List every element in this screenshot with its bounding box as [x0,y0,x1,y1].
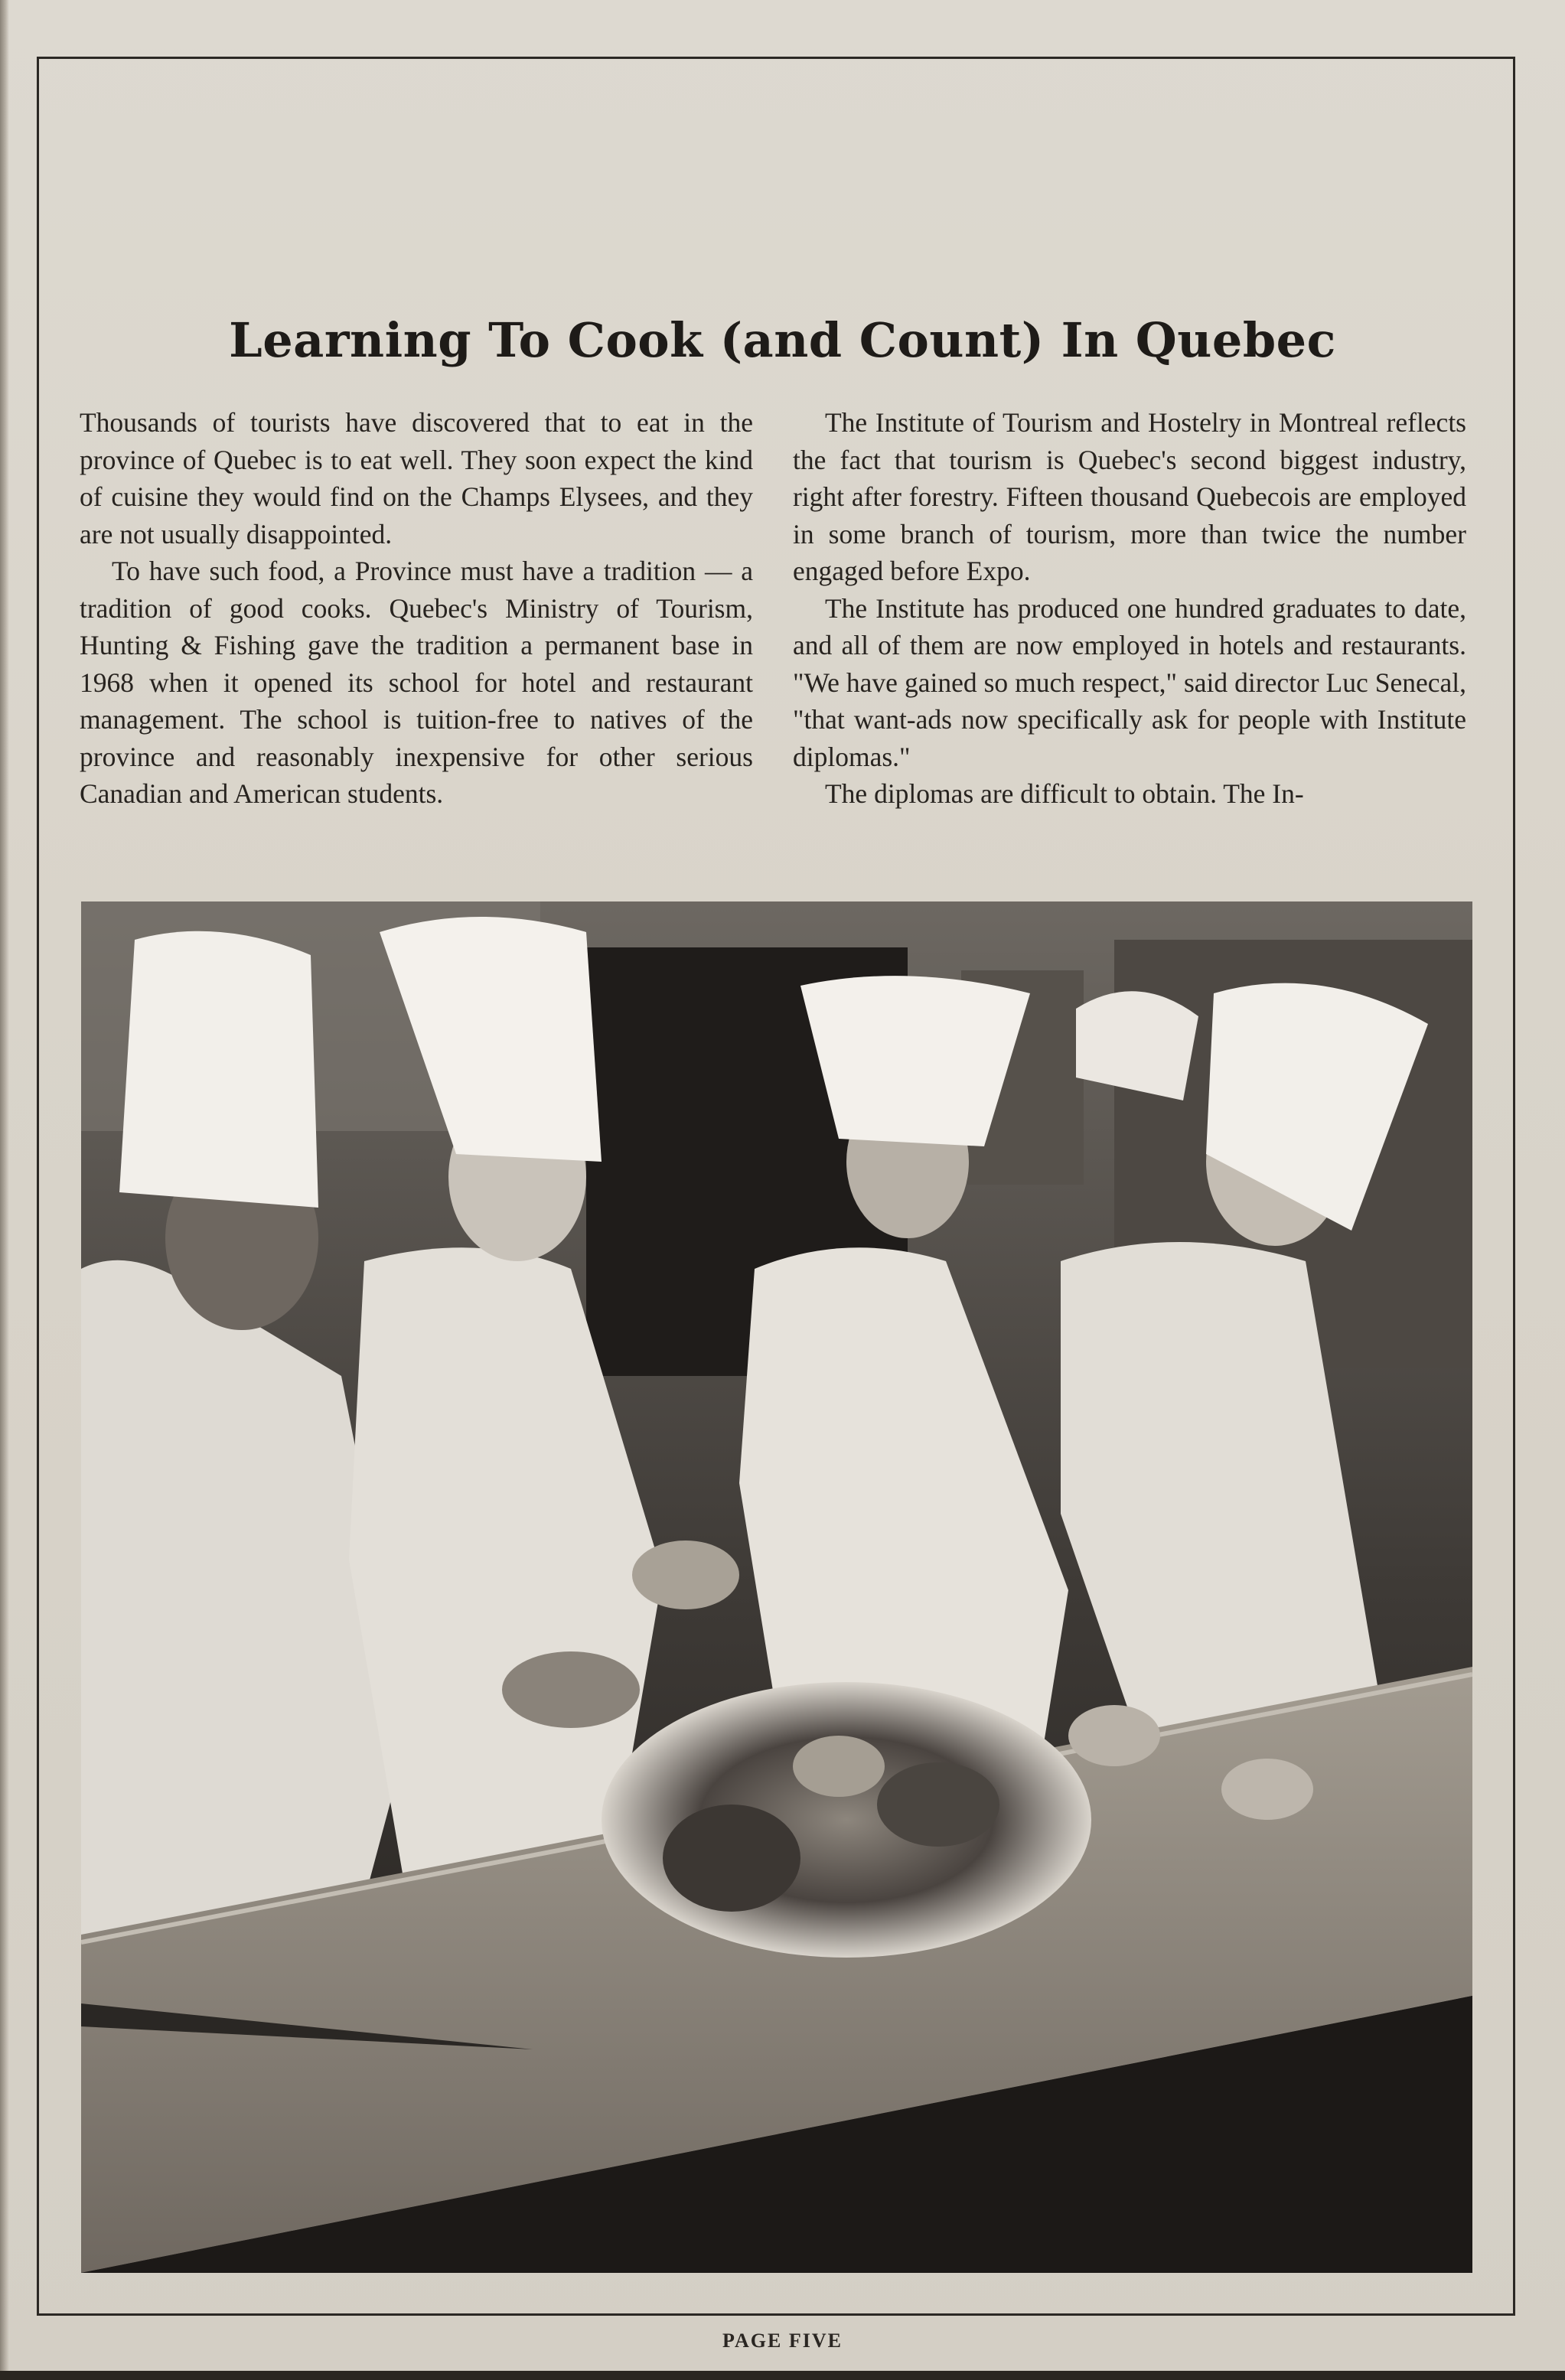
chefs-photo [81,901,1472,2273]
chefs-photo-illustration [81,901,1472,2273]
page-number: PAGE FIVE [722,2329,843,2352]
page-bottom-edge [0,2371,1565,2380]
article-column-right [793,404,1466,813]
paragraph: The Institute has produced one hundred graduates to date, and all of them are now employed in hotels and restaurants. "We have gained so much respect," said director Luc Senecal, "that want-ads now specifically ask for people with Institute diplomas." [793,592,1466,772]
paragraph: To have such food, a Province must have a tradition — a tradition of good cooks. Quebec's Ministry of Tourism, Hunting & Fishing gave the tradition a permanent base in 1968 when it opened its school for hotel and restaurant management. The school is tuition-free to natives of the province and reasonably inexpensive for other serious Canadian and American students. [80,556,753,809]
paragraph: The Institute of Tourism and Hostelry in Montreal reflects the fact that tourism is Quebec's second biggest industry, right after forestry. Fifteen thousand Quebecois are employed in some branch of tourism, more than twice the number engaged before Expo. [793,407,1466,586]
article-column-left [80,404,753,813]
paragraph: Thousands of tourists have discovered that to eat in the province of Quebec is to eat well. They soon expect the kind of cuisine they would find on the Champs Elysees, and they are not usually disappointed. [80,407,753,549]
paragraph: The diplomas are difficult to obtain. The In- [825,778,1304,809]
article-title: Learning To Cook (and Count) In Quebec [229,312,1336,368]
